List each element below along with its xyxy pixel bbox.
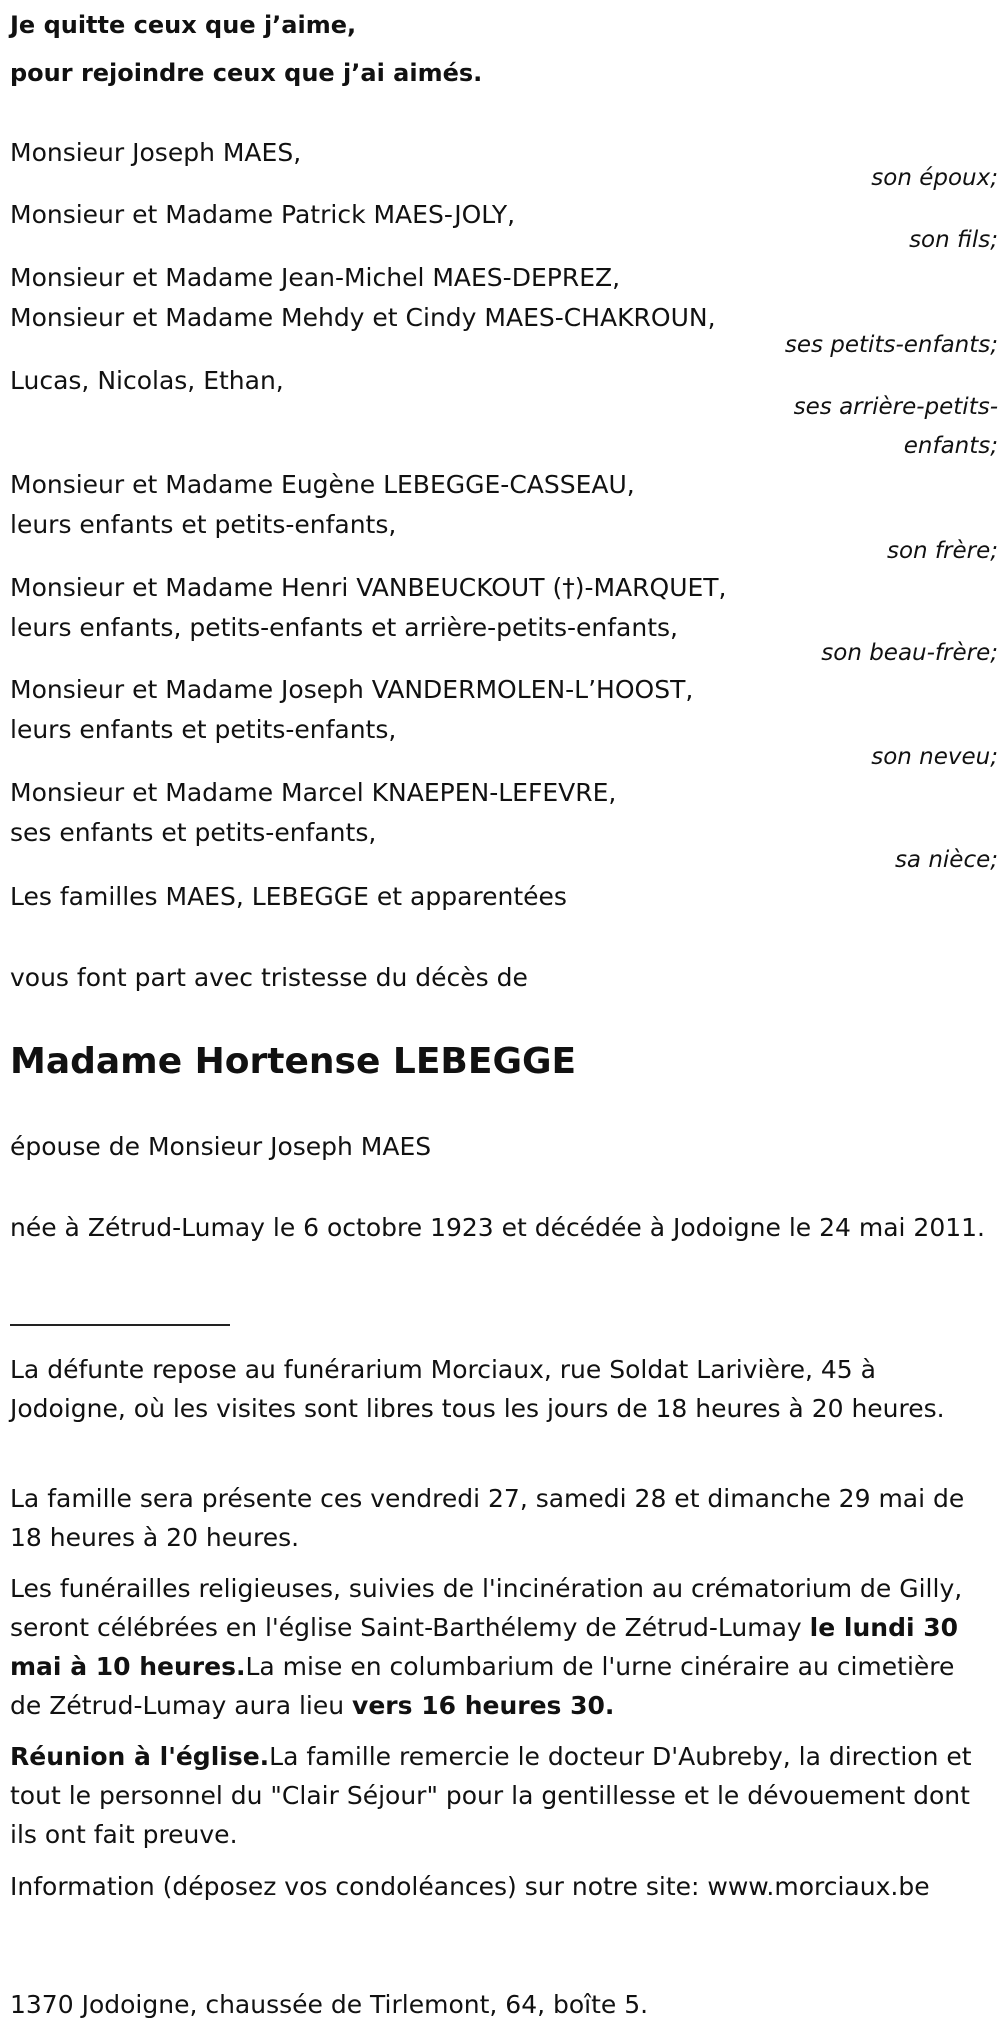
family-line: Monsieur et Madame Mehdy et Cindy MAES-CHAKROUN,: [10, 303, 716, 332]
relation-label-cont: enfants;: [903, 433, 998, 459]
families-line: Les familles MAES, LEBEGGE et apparentées: [10, 882, 567, 911]
funeral-paragraph: [10, 1569, 985, 1725]
relation-label: son neveu;: [871, 744, 998, 770]
birth-death-text: née à Zétrud-Lumay le 6 octobre 1923 et décédée à Jodoigne le 24 mai 2011.: [10, 1213, 985, 1242]
columbarium-text: La mise en columbarium de l'urne cinéraire au cimetière de Zétrud-Lumay aura lieu: [10, 1652, 955, 1720]
info-paragraph: Information (déposez vos condoléances) sur notre site: www.morciaux.be: [10, 1872, 930, 1901]
funeral-text: Les funérailles religieuses, suivies de l'incinération au crématorium de Gilly, seront célébrées en l'église Saint-Barthélemy de Zétrud-Lumay: [10, 1574, 963, 1642]
relation-label: son beau-frère;: [821, 640, 998, 666]
family-line: Lucas, Nicolas, Ethan,: [10, 366, 284, 395]
columbarium-time: vers 16 heures 30.: [352, 1691, 615, 1720]
family-line: leurs enfants et petits-enfants,: [10, 510, 397, 539]
reunion-heading: Réunion à l'église.: [10, 1742, 270, 1771]
separator-line: [10, 1324, 230, 1326]
family-line: Monsieur et Madame Eugène LEBEGGE-CASSEAU,: [10, 470, 635, 499]
relation-label: son fils;: [909, 227, 998, 253]
address-line: 1370 Jodoigne, chaussée de Tirlemont, 64, boîte 5.: [10, 1990, 649, 2019]
family-line: leurs enfants, petits-enfants et arrière-petits-enfants,: [10, 613, 678, 642]
reunion-paragraph: [10, 1737, 985, 1854]
family-line: ses enfants et petits-enfants,: [10, 818, 377, 847]
relation-label: son frère;: [886, 538, 998, 564]
family-line: Monsieur et Madame Patrick MAES-JOLY,: [10, 200, 516, 229]
family-line: Monsieur Joseph MAES,: [10, 138, 302, 167]
quote-line-2: pour rejoindre ceux que j’ai aimés.: [10, 59, 483, 87]
quote-line-1: Je quitte ceux que j’aime,: [10, 11, 357, 39]
rest-paragraph: La défunte repose au funérarium Morciaux, rue Soldat Larivière, 45 à Jodoigne, où les visites sont libres tous les jours de 18 heures à 20 heures.: [10, 1355, 945, 1423]
family-line: Monsieur et Madame Marcel KNAEPEN-LEFEVRE,: [10, 778, 617, 807]
relation-label: son époux;: [871, 165, 998, 191]
thanks-text: La famille remercie le docteur D'Aubreby, la direction et tout le personnel du "Clair Séjour" pour la gentillesse et le dévouement dont ils ont fait preuve.: [10, 1742, 972, 1849]
family-line: Monsieur et Madame Jean-Michel MAES-DEPREZ,: [10, 263, 621, 292]
family-line: leurs enfants et petits-enfants,: [10, 715, 397, 744]
relation-label: ses arrière-petits-: [793, 394, 998, 420]
announce-line: vous font part avec tristesse du décès de: [10, 963, 528, 992]
deceased-name: Madame Hortense LEBEGGE: [10, 1041, 577, 1082]
family-line: Monsieur et Madame Joseph VANDERMOLEN-L’HOOST,: [10, 675, 694, 704]
relation-label: sa nièce;: [894, 847, 998, 873]
relation-label: ses petits-enfants;: [784, 332, 998, 358]
funeral-date: le lundi 30 mai à 10 heures.: [10, 1613, 959, 1681]
family-line: Monsieur et Madame Henri VANBEUCKOUT (†)-MARQUET,: [10, 573, 727, 602]
family-presence-paragraph: La famille sera présente ces vendredi 27, samedi 28 et dimanche 29 mai de 18 heures à 20 heures.: [10, 1484, 965, 1552]
spouse-line: épouse de Monsieur Joseph MAES: [10, 1132, 432, 1161]
